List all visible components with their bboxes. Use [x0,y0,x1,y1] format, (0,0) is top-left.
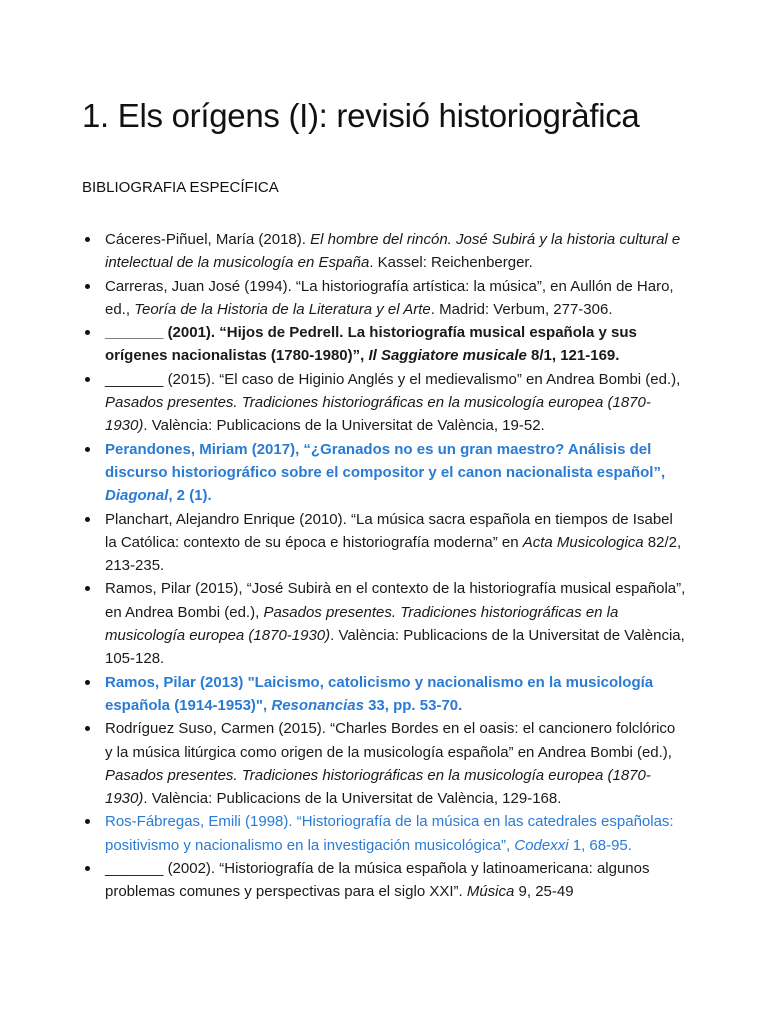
page-title: 1. Els orígens (I): revisió historiogràfica [82,97,640,134]
bibliography-list [82,228,686,904]
bibliography-entry: _______ (2015). “El caso de Higinio Anglés y el medievalismo” en Andrea Bombi (ed.), Pasados presentes. Tradiciones historiográficas en la musicología europea (1870-1930). València: Publicacions de la Universitat de València, 19-52. [82,368,686,438]
bibliography-entry: Rodríguez Suso, Carmen (2015). “Charles Bordes en el oasis: el cancionero folclórico y la música litúrgica como origen de la musicología española” en Andrea Bombi (ed.), Pasados presentes. Tradiciones historiográficas en la musicología europea (1870-1930). València: Publicacions de la Universitat de València, 129-168. [82,717,686,810]
bibliography-entry: Ramos, Pilar (2015), “José Subirà en el contexto de la historiografía musical española”, en Andrea Bombi (ed.), Pasados presentes. Tradiciones historiográficas en la musicología europea (1870-1930). València: Publicacions de la Universitat de València, 105-128. [82,577,686,670]
bibliography-entry: _______ (2002). “Historiografía de la música española y latinoamericana: algunos problemas comunes y perspectivas para el siglo XXI”. Música 9, 25-49 [82,857,686,904]
bibliography-entry-link[interactable]: Perandones, Miriam (2017), “¿Granados no es un gran maestro? Análisis del discurso historiográfico sobre el compositor y el canon nacionalista español”, Diagonal, 2 (1). [82,438,686,508]
section-heading: BIBLIOGRAFIA ESPECÍFICA [82,179,279,196]
bibliography-entry: Carreras, Juan José (1994). “La historiografía artística: la música”, en Aullón de Haro, ed., Teoría de la Historia de la Literatura y el Arte. Madrid: Verbum, 277-306. [82,275,686,322]
bibliography-entry-link[interactable]: Ramos, Pilar (2013) "Laicismo, catolicismo y nacionalismo en la musicología española (1914-1953)", Resonancias 33, pp. 53-70. [82,671,686,718]
bibliography-entry: Planchart, Alejandro Enrique (2010). “La música sacra española en tiempos de Isabel la Católica: contexto de su época e historiografía moderna” en Acta Musicologica 82/2, 213-235. [82,508,686,578]
bibliography-entry-link[interactable]: Ros-Fábregas, Emili (1998). “Historiografía de la música en las catedrales españolas: positivismo y nacionalismo en la investigación musicológica”, Codexxi 1, 68-95. [82,810,686,857]
bibliography-entry: Cáceres-Piñuel, María (2018). El hombre del rincón. José Subirá y la historia cultural e intelectual de la musicología en España. Kassel: Reichenberger. [82,228,686,275]
bibliography-entry: _______ (2001). “Hijos de Pedrell. La historiografía musical española y sus orígenes nacionalistas (1780-1980)”, Il Saggiatore musicale 8/1, 121-169. [82,321,686,368]
